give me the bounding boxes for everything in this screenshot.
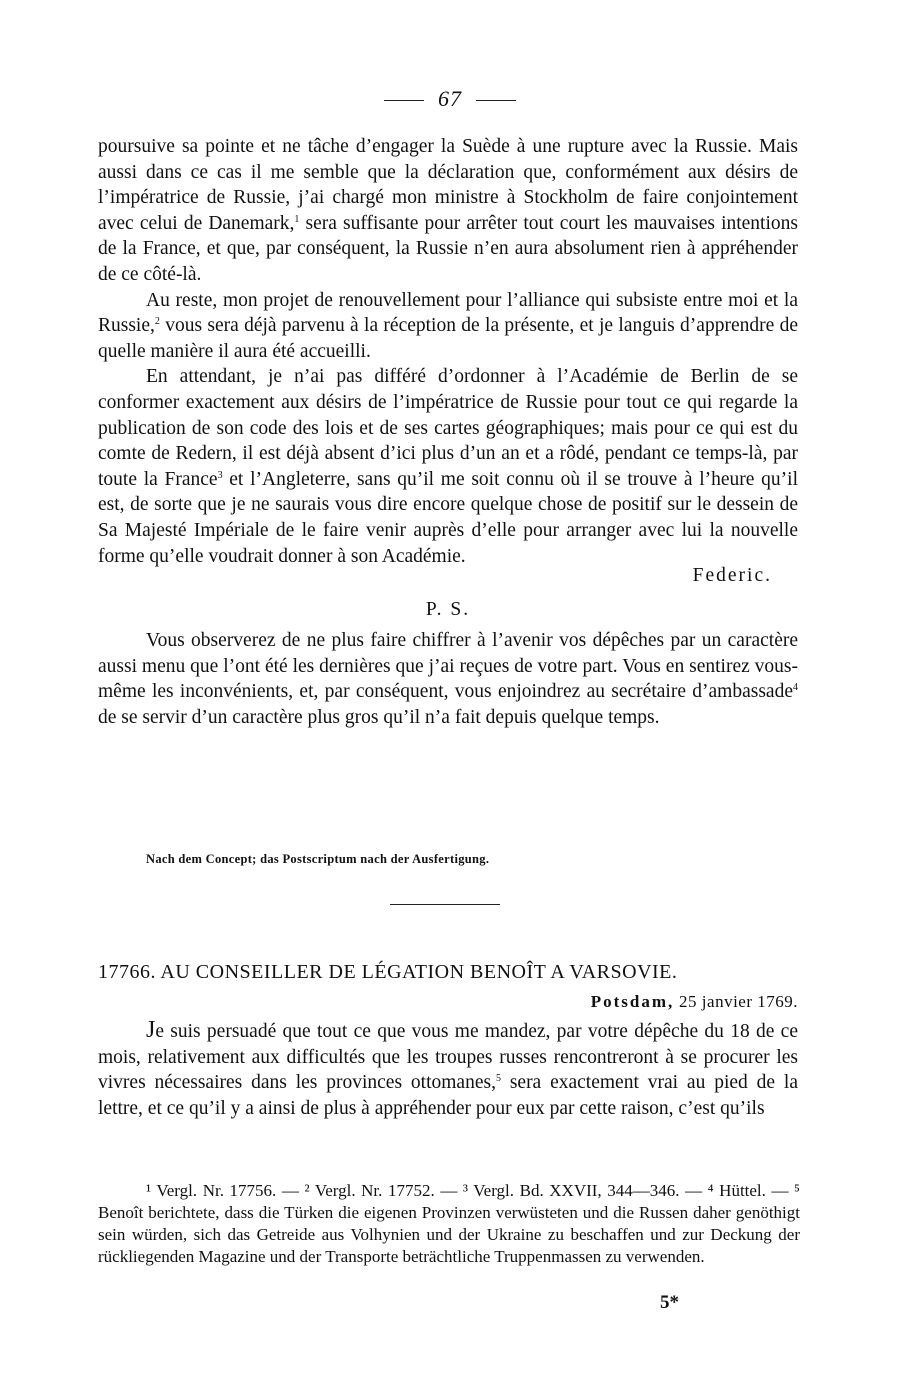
- postscript-text: Vous observerez de ne plus faire chiffrer à l’avenir vos dépêches par un caractère aussi menu que l’ont été les dernières que j’ai reçues de votre part. Vous en sentirez vous-même les inconvénients, et, par conséquent, vous enjoindrez au secrétaire d’ambassade: [98, 630, 798, 703]
- footnotes: [98, 1180, 800, 1268]
- letter-text: [98, 1018, 798, 1121]
- footnote-ref-2: 2: [154, 316, 160, 328]
- paragraph-2: [98, 288, 798, 365]
- letter-paragraph-1-text: e suis persuadé que tout ce que vous me mandez, par votre dépêche du 18 de ce mois, relativement aux difficultés que les troupes russes rencontreront à se procurer les vivres nécessaires dans les provinces ottomanes,: [98, 1021, 798, 1094]
- dateline: [591, 992, 798, 1012]
- page-number-dash-left: [384, 100, 424, 101]
- footnote-ref-1: 1: [294, 213, 300, 225]
- page-number-dash-right: [476, 100, 516, 101]
- source-note: Nach dem Concept; das Postscriptum nach der Ausfertigung.: [146, 852, 490, 866]
- postscript-text-end: de se servir d’un caractère plus gros qu’il n’a fait depuis quelque temps.: [98, 707, 660, 729]
- paragraph-2-text-end: vous sera déjà parvenu à la réception de la présente, et je languis d’apprendre de quelle manière il aura été accueilli.: [98, 315, 798, 362]
- footnote-ref-4: 4: [793, 682, 798, 694]
- dateline-place: Potsdam,: [590, 992, 675, 1011]
- letter-paragraph-1: [98, 1018, 798, 1121]
- letter-heading: 17766. AU CONSEILLER DE LÉGATION BENOÎT A VARSOVIE.: [98, 961, 678, 983]
- section-divider: [390, 904, 500, 905]
- letter-paragraph-1-text-end: sera exactement vrai au pied de la lettre, et ce qu’il y a ainsi de plus à appréhender pour eux par cette raison, c’est qu’ils: [98, 1072, 798, 1119]
- postscript-label: P. S.: [425, 598, 471, 620]
- sheet-signature: 5*: [660, 1292, 679, 1313]
- paragraph-1: [98, 134, 798, 288]
- paragraph-3-text: En attendant, je n’ai pas différé d’ordonner à l’Académie de Berlin de se conformer exactement aux désirs de l’impératrice de Russie pour tout ce qui regarde la publication de son code des lois et de ses cartes géographiques; mais pour ce qui est du comte de Redern, il est déjà absent d’ici plus d’un an et a rôdé, pendant ce temps-là, par toute la France: [98, 366, 798, 490]
- letter-initial: J: [146, 1017, 156, 1043]
- footnotes-text: ¹ Vergl. Nr. 17756. — ² Vergl. Nr. 17752. — ³ Vergl. Bd. XXVII, 344—346. — ⁴ Hüttel. — ⁵ Benoît berichtete, dass die Türken die eigenen Provinzen verwüsteten und die Russen daher genöthigt sein würden, sich das Getreide aus Volhynien und der Ukraine zu beschaffen und zur Deckung der rückliegenden Magazine und der Transporte beträchtliche Truppenmassen zu verwenden.: [98, 1181, 800, 1266]
- signature: Federic.: [692, 565, 772, 587]
- main-letter-text: [98, 134, 798, 731]
- page-number: 67: [438, 86, 462, 111]
- paragraph-3: [98, 364, 798, 569]
- dateline-date: 25 janvier 1769.: [674, 992, 798, 1011]
- postscript-paragraph: [98, 628, 798, 730]
- paragraph-3-text-end: et l’Angleterre, sans qu’il me soit connu où il se trouve à l’heure qu’il est, de sorte que je ne saurais vous dire encore quelque chose de positif sur le dessein de Sa Majesté Impériale de le faire venir auprès d’elle pour arranger avec lui la nouvelle forme qu’elle voudrait donner à son Académie.: [98, 468, 798, 567]
- paragraph-1-text-end: sera suffisante pour arrêter tout court les mauvaises intentions de la France, et que, par conséquent, la Russie n’en aura absolument rien à appréhender de ce côté-là.: [98, 212, 798, 285]
- paragraph-1-text: poursuive sa pointe et ne tâche d’engager la Suède à une rupture avec la Russie. Mais aussi dans ce cas il me semble que la déclaration que, conformément aux désirs de l’impératrice de Russie, j’ai chargé mon ministre à Stockholm de faire conjointement avec celui de Danemark,: [98, 136, 798, 234]
- footnote-ref-3: 3: [217, 469, 223, 481]
- page-number-line: [0, 86, 900, 112]
- footnote-ref-5: 5: [495, 1073, 501, 1085]
- paragraph-2-text: Au reste, mon projet de renouvellement pour l’alliance qui subsiste entre moi et la Russie,: [98, 289, 798, 337]
